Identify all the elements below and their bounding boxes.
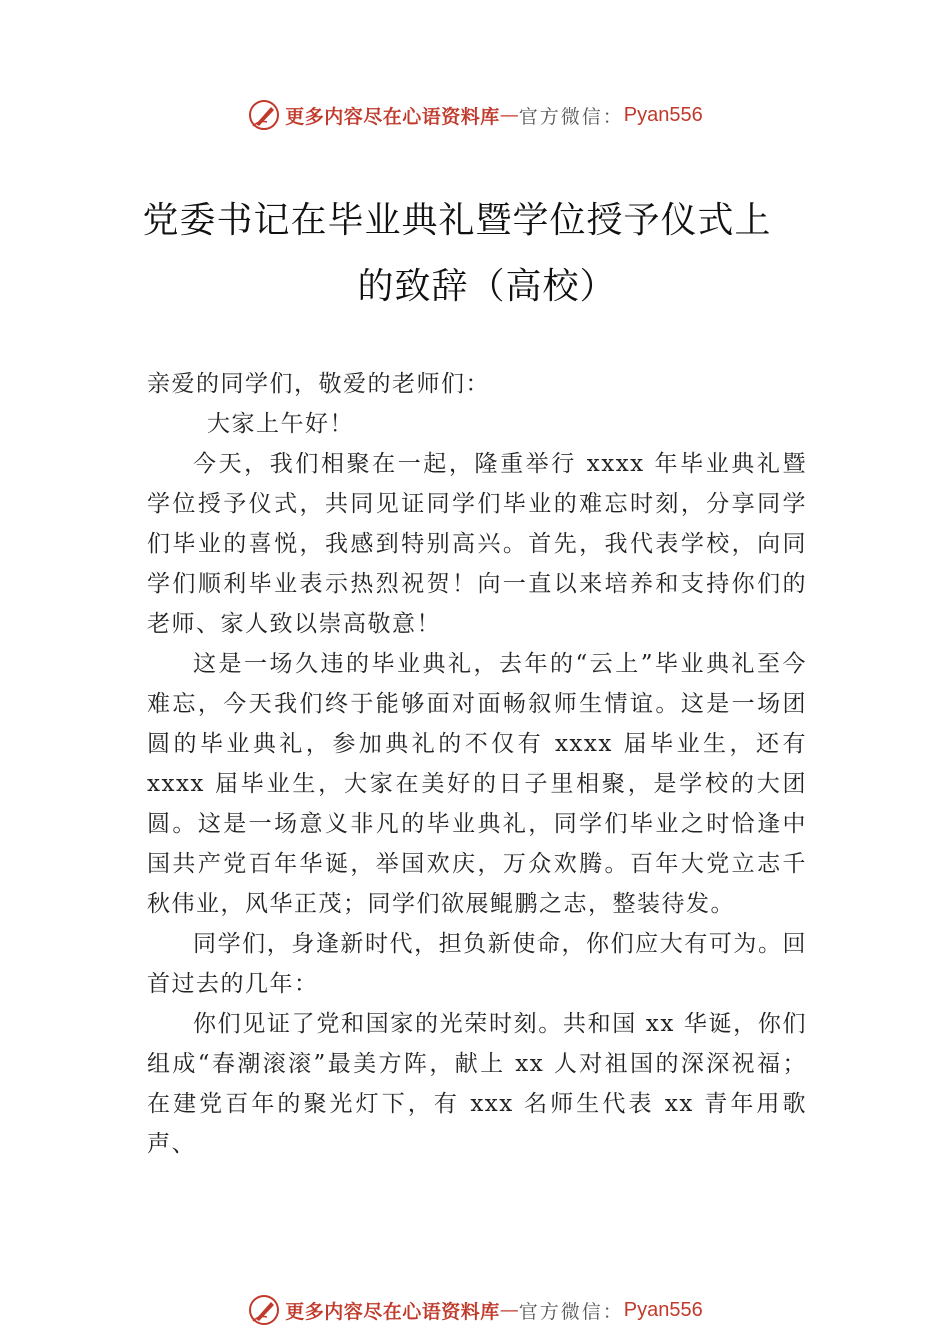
document-title-line1: 党委书记在毕业典礼暨学位授予仪式上 <box>142 200 772 241</box>
watermark-wechat-id: Pyan556 <box>623 103 703 126</box>
watermark-separator: — <box>499 104 519 126</box>
pen-logo-icon <box>247 1293 281 1327</box>
watermark-lead: 更多内容尽在心语资料库 <box>285 1300 500 1323</box>
document-body <box>147 364 807 1164</box>
watermark-wechat-label: 官方微信： <box>518 105 624 128</box>
paragraph: 这是一场久违的毕业典礼，去年的“云上”毕业典礼至今难忘，今天我们终于能够面对面畅叙师生情谊。这是一场团圆的毕业典礼，参加典礼的不仅有 xxxx 届毕业生，还有 xxxx 届毕业生，大家在美好的日子里相聚，是学校的大团圆。这是一场意义非凡的毕业典礼，同学们毕业之时恰逢中国共产党百年华诞，举国欢庆，万众欢腾。百年大党立志千秋伟业，风华正茂；同学们欲展鲲鹏之志，整装待发。 <box>147 651 807 917</box>
watermark-wechat-label: 官方微信： <box>518 1300 624 1323</box>
watermark-wechat-id: Pyan556 <box>623 1298 703 1321</box>
greeting: 大家上午好！ <box>207 411 354 437</box>
watermark-separator: — <box>499 1299 519 1321</box>
document-title-line2: 的致辞（高校） <box>357 266 617 307</box>
watermark-banner-bottom <box>0 1290 950 1330</box>
watermark-banner-top <box>0 95 950 135</box>
paragraph: 你们见证了党和国家的光荣时刻。共和国 xx 华诞，你们组成“春潮滚滚”最美方阵，献上 xx 人对祖国的深深祝福；在建党百年的聚光灯下，有 xxx 名师生代表 xx 青年用歌声、 <box>147 1011 807 1157</box>
pen-logo-icon <box>247 98 281 132</box>
paragraph: 今天，我们相聚在一起，隆重举行 xxxx 年毕业典礼暨学位授予仪式，共同见证同学们毕业的难忘时刻，分享同学们毕业的喜悦，我感到特别高兴。首先，我代表学校，向同学们顺利毕业表示热烈祝贺！向一直以来培养和支持你们的老师、家人致以崇高敬意！ <box>147 451 807 637</box>
watermark-lead: 更多内容尽在心语资料库 <box>285 105 500 128</box>
paragraph: 同学们，身逢新时代，担负新使命，你们应大有可为。回首过去的几年： <box>147 931 807 997</box>
salutation: 亲爱的同学们，敬爱的老师们： <box>147 371 490 397</box>
